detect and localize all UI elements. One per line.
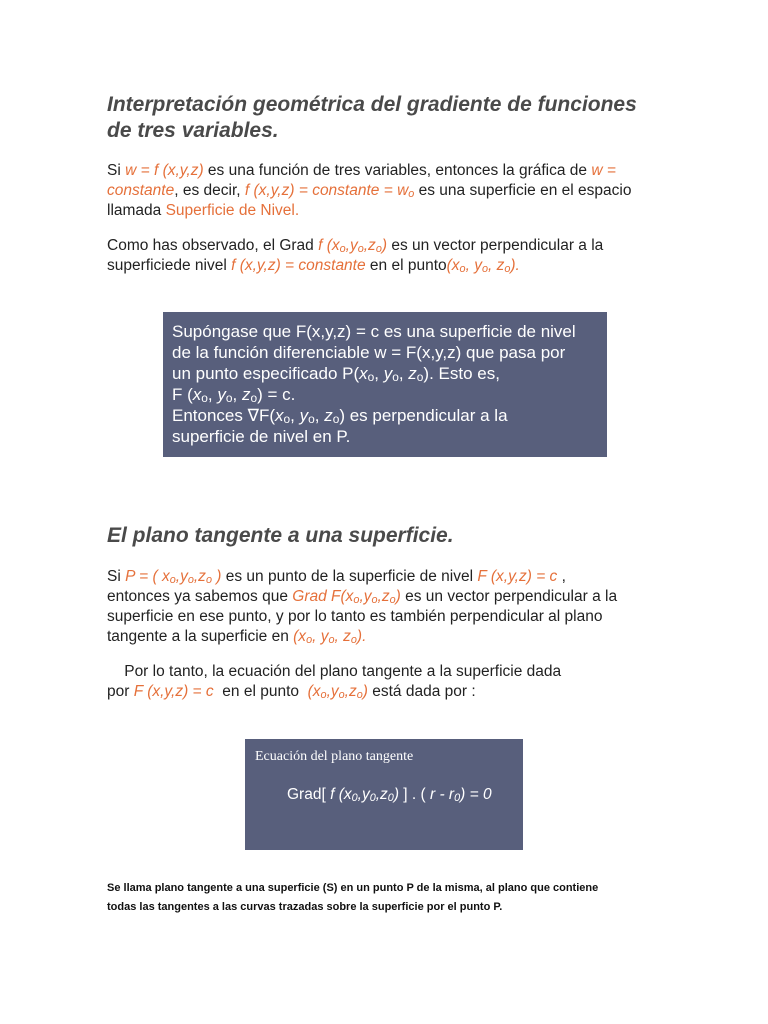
formula: ($x_o$, $y_o$, $z_o$). [446,257,520,275]
section-1-title-line-1: Interpretación geométrica del gradiente de funciones [107,93,637,116]
text: es una superficie en el espacio [414,182,632,199]
definition-note-line-2: todas las tangentes a las curvas trazadas sobre la superficie por el punto P. [107,901,503,913]
formula: $(x_o,y_o,z_o)$ [307,683,368,701]
tangent-plane-equation: Grad[ f $(x_0,y_0,z_0)$ ] . ( $r - r_0) = 0$ [287,786,492,804]
text: , es decir, [174,182,245,199]
nabla-symbol: ∇ [247,406,259,425]
equation-box-title: Ecuación del plano tangente [255,749,414,764]
highlight-term: Superficie de Nivel. [165,202,300,219]
formula: constante [107,182,175,199]
text: es una función de tres variables, entonces la gráfica de [203,162,592,179]
text: llamada [107,202,166,219]
theorem-box [163,312,607,457]
section-1-title-line-2: de tres variables. [107,119,279,142]
formula: Grad $F(x_o,y_o,z_o)$ [292,588,401,606]
definition-note [107,879,667,917]
text: superficiede nivel [107,257,232,274]
section-1-title [107,92,637,144]
definition-note-line-1: Se llama plano tangente a una superficie (S) en un punto P de la misma, al plano que contiene [107,882,599,894]
equation-box [245,739,523,850]
formula: P = ( $x_o,y_o,z_o$ ) [125,568,222,586]
formula: F (x,y,z) = c [477,568,558,585]
formula: F (x,y,z) = c [133,683,214,700]
formula: f $(x_o,y_o,z_o)$ [318,237,388,255]
theorem-text: Supóngase que F(x,y,z) = c es una superficie de nivel de la función diferenciable w = F(x,y,z) que pasa por un punto especificado $P(x_o$, $y_o$, $z_o$). Esto es, F ($x_o$, $y_o$, $z_o) = c$. Entonces $\nabla F(x_o$, $y_o$, $z_o$) es perpendicular a la superficie de nivel en P. [172,322,576,446]
formula: f (x,y,z) = constante [231,257,366,274]
text: Como has observado, el Grad [107,237,319,254]
text: es un vector perpendicular a la [387,237,604,254]
formula: f (x,y,z) = constante = w [244,182,409,199]
formula: ($x_o$, $y_o$, $z_o$). [293,628,367,646]
paragraph-tangent-point: Si P = ( $x_o,y_o,z_o$ ) es un punto de la superficie de nivel F (x,y,z) = c , entonces ya sabemos que Grad $F(x_o,y_o,z_o)$ es un vector perpendicular a la superficie en ese punto, y por lo tanto es también perpendicular al plano tangente a la superficie en ($x_o$, $y_o$, $z_o$). [107,568,618,646]
text: en el punto [365,257,447,274]
text: Si [107,162,126,179]
paragraph-tangent-plane: Por lo tanto, la ecuación del plano tangente a la superficie dada por F (x,y,z) = c en el punto $(x_o,y_o,z_o)$ está dada por : [107,663,562,701]
section-2-title: El plano tangente a una superficie. [107,524,454,547]
paragraph-gradient [107,236,667,276]
paragraph-definition [107,161,667,221]
subscript: o [408,188,415,200]
formula: w = [591,162,616,179]
formula: w = f (x,y,z) [125,162,204,179]
